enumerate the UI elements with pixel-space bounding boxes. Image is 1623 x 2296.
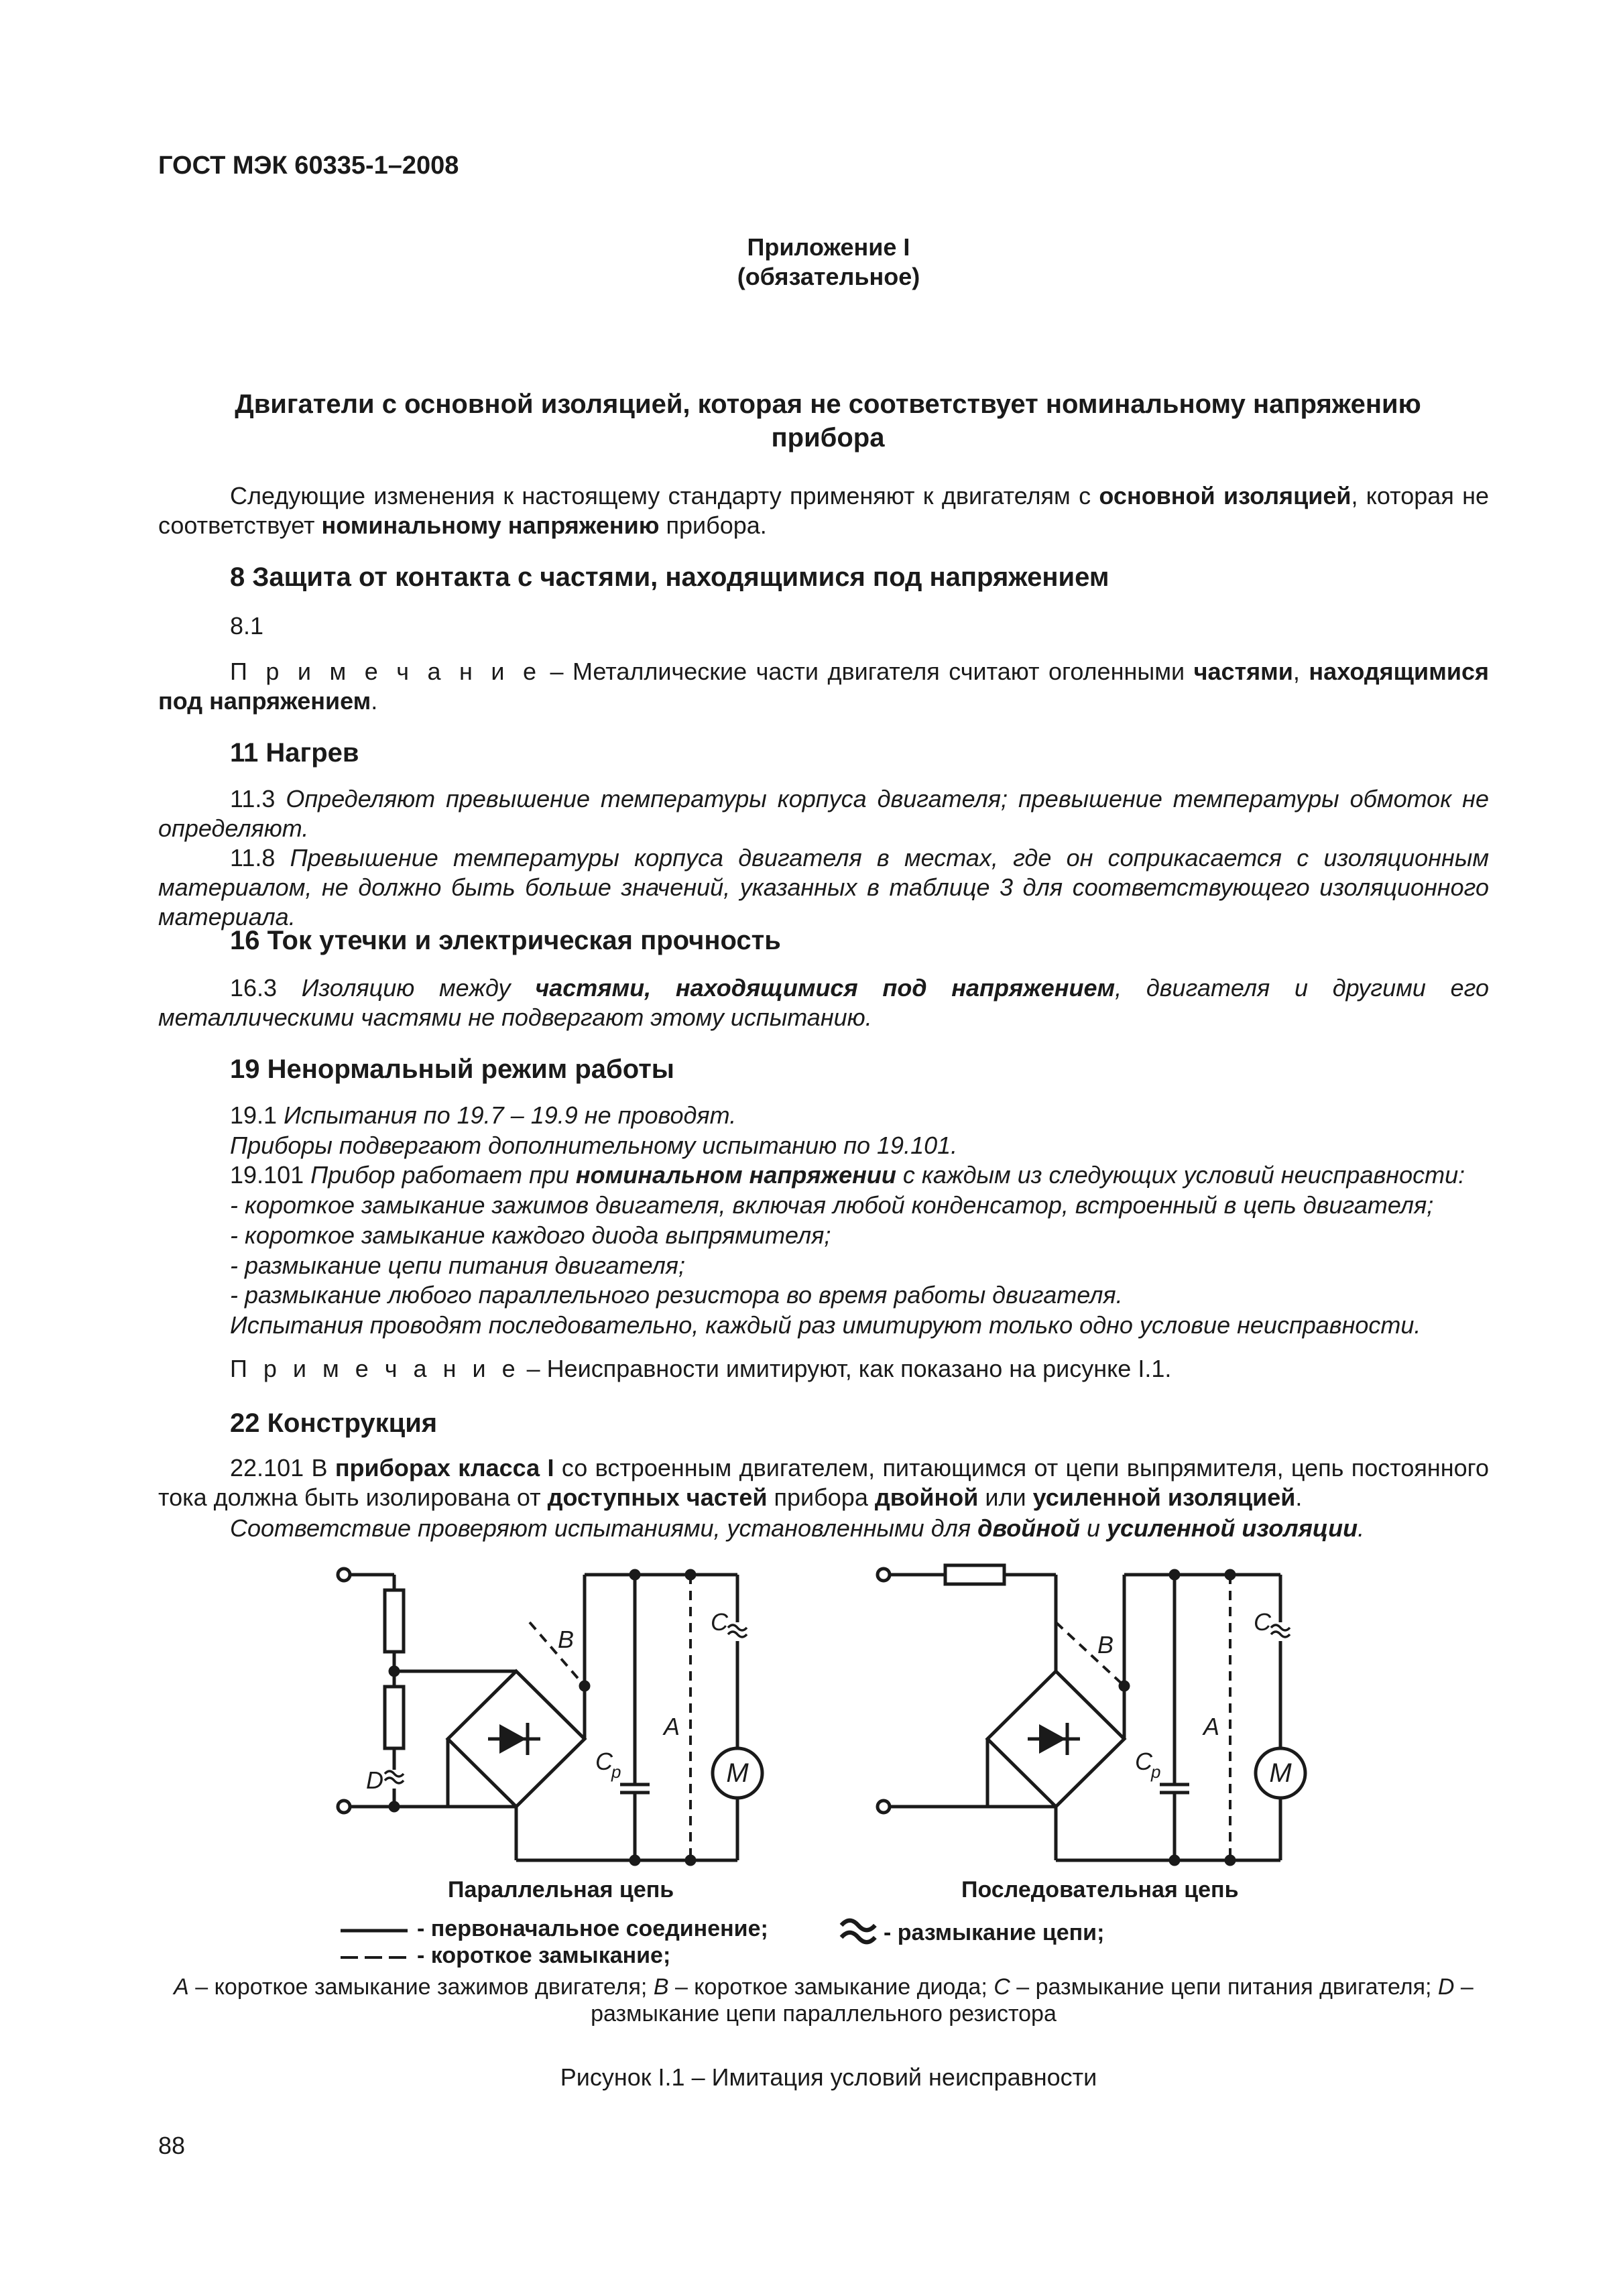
open-circuit-D-icon [385, 1771, 404, 1783]
section-8-heading: 8 Защита от контакта с частями, находящимися под напряжением [230, 562, 1109, 592]
section-16-heading: 16 Ток утечки и электрическая прочность [230, 926, 781, 955]
annex-heading: Двигатели с основной изоляцией, которая не соответствует номинальному напряжению прибора [235, 389, 1421, 452]
annex-title: Приложение I [747, 233, 910, 261]
intro-paragraph: Следующие изменения к настоящему стандарту применяют к двигателям с основной изоляцией, которая не соответствует номинальному напряжению прибора. [158, 482, 1490, 539]
legend-dashed-text: - короткое замыкание; [417, 1943, 671, 1968]
motor-label: M [726, 1758, 749, 1788]
clause-19-1-extra: Приборы подвергают дополнительному испытанию по 19.101. [230, 1131, 958, 1159]
figure-key: A – короткое замыкание зажимов двигателя; B – короткое замыкание диода; C – размыкание цепи питания двигателя; D – размыкание цепи параллельного резистора [174, 1974, 1474, 2027]
page-number: 88 [158, 2132, 186, 2159]
label-B: B [558, 1626, 575, 1653]
clause-19-test-order: Испытания проводят последовательно, каждый раз имитируют только одно условие неисправности. [230, 1311, 1421, 1339]
label-Cp: C [1135, 1748, 1152, 1775]
list-item: - размыкание любого параллельного резистора во время работы двигателя. [230, 1281, 1123, 1309]
label-C: C [711, 1608, 728, 1636]
resistor-top [385, 1590, 404, 1652]
clause-22-compliance: Соответствие проверяют испытаниями, установленными для двойной и усиленной изоляции. [230, 1514, 1365, 1542]
section-22-heading: 22 Конструкция [230, 1408, 438, 1438]
label-C: C [1254, 1608, 1271, 1636]
clause-8-1: 8.1 [230, 612, 264, 640]
legend-open-icon [841, 1921, 875, 1942]
caption-parallel: Параллельная цепь [448, 1877, 674, 1902]
terminal-bottom [338, 1801, 350, 1813]
clause-19-101: 19.101 Прибор работает при номинальном напряжении с каждым из следующих условий неисправности: [230, 1161, 1465, 1189]
legend-solid-text: - первоначальное соединение; [417, 1916, 768, 1941]
standard-designation: ГОСТ МЭК 60335-1–2008 [158, 152, 459, 180]
caption-series: Последовательная цепь [961, 1877, 1239, 1902]
parallel-circuit [338, 1569, 762, 1864]
annex-status: (обязательное) [737, 263, 920, 290]
list-item: - размыкание цепи питания двигателя; [230, 1251, 685, 1279]
label-A: A [1203, 1713, 1220, 1740]
terminal-top [338, 1569, 350, 1581]
clause-11-8: 11.8 Превышение температуры корпуса двигателя в местах, где он соприкасается с изоляционным материалом, не должно быть больше значений, указанных в таблице 3 для соответствующего изоляционного материала. [158, 844, 1489, 930]
terminal-bottom [878, 1801, 890, 1813]
clause-16-3: 16.3 Изоляцию между частями, находящимися под напряжением, двигателя и другими его металлическими частями не подвергают этому испытанию. [158, 974, 1489, 1031]
resistor-bottom [385, 1687, 404, 1748]
label-B: B [1097, 1631, 1114, 1658]
resistor-series [945, 1565, 1004, 1584]
list-item: - короткое замыкание каждого диода выпрямителя; [230, 1221, 831, 1249]
figure-title: Рисунок I.1 – Имитация условий неисправности [560, 2063, 1097, 2091]
section-19-heading: 19 Ненормальный режим работы [230, 1054, 674, 1084]
clause-11-3: 11.3 Определяют превышение температуры корпуса двигателя; превышение температуры обмоток не определяют. [158, 785, 1489, 842]
clause-22-101: 22.101 В приборах класса I со встроенным двигателем, питающимся от цепи выпрямителя, цепь постоянного тока должна быть изолирована от доступных частей прибора двойной или усиленной изоляцией. [158, 1454, 1490, 1511]
clause-19-1: 19.1 Испытания по 19.7 – 19.9 не проводят. [230, 1101, 737, 1129]
label-Cp: C [595, 1748, 613, 1775]
section-19-note: П р и м е ч а н и е – Неисправности имитируют, как показано на рисунке I.1. [230, 1355, 1172, 1382]
open-circuit-C-icon [1271, 1625, 1290, 1637]
short-B-line [530, 1622, 585, 1686]
section-8-note: П р и м е ч а н и е – Металлические части двигателя считают оголенными частями, находящимися под напряжением. [158, 658, 1489, 715]
open-circuit-C-icon [728, 1625, 747, 1637]
section-11-heading: 11 Нагрев [230, 738, 359, 768]
label-A: A [664, 1713, 680, 1740]
label-Cp-sub: p [611, 1762, 621, 1782]
short-B-line [1056, 1622, 1124, 1686]
series-circuit [878, 1565, 1305, 1864]
label-D: D [366, 1766, 383, 1794]
label-Cp-sub: p [1151, 1762, 1161, 1782]
legend-open-text: - размыкание цепи; [884, 1920, 1105, 1945]
terminal-top [878, 1569, 890, 1581]
motor-label: M [1269, 1758, 1292, 1788]
list-item: - короткое замыкание зажимов двигателя, включая любой конденсатор, встроенный в цепь двигателя; [230, 1191, 1434, 1219]
